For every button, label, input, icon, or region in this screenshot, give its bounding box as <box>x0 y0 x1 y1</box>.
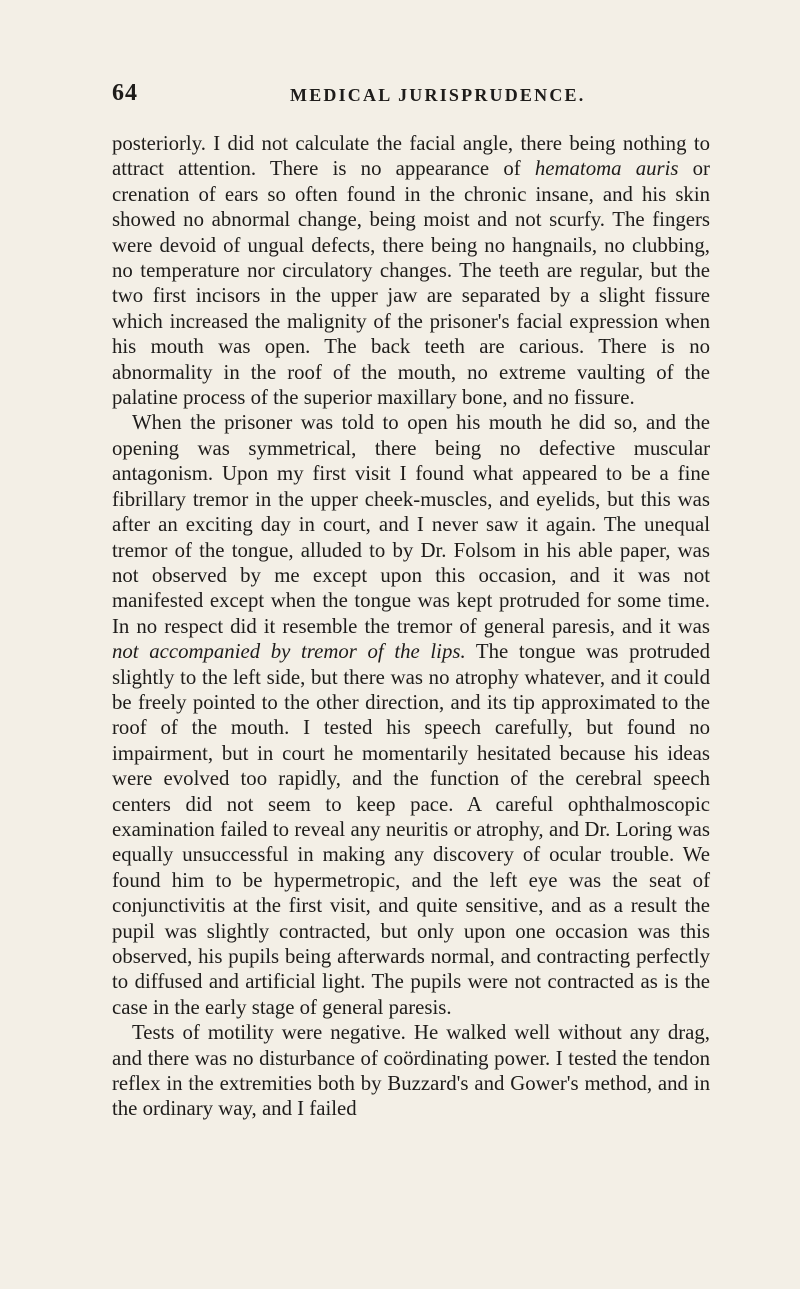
paragraph-1-text-cont: or crenation of ears so often found in the chronic insane, and his skin showed no abnormal change, being moist and not scurfy. The fingers were devoid of ungual defects, there being no hangnails, no clubbing, no temperature nor circulatory changes. The teeth are regular, but the two first incisors in the upper jaw are separated by a slight fissure which increased the malignity of the prisoner's facial expression when his mouth was open. The back teeth are carious. There is no abnormality in the roof of the mouth, no extreme vaulting of the palatine process of the superior maxillary bone, and no fissure. <box>112 157 710 410</box>
body-text <box>112 131 710 1122</box>
paragraph-3 <box>112 1020 710 1122</box>
paragraph-2 <box>112 410 710 1020</box>
running-head: MEDICAL JURISPRUDENCE. <box>290 85 586 105</box>
paragraph-1 <box>112 131 710 410</box>
paragraph-2-italic-phrase: not accompanied by tremor of the lips. <box>112 640 466 664</box>
paragraph-3-text: Tests of motility were negative. He walked well without any drag, and there was no disturbance of coördinating power. I tested the tendon reflex in the extremities both by Buzzard's and Gower's method, and in the ordinary way, and I failed <box>112 1021 710 1121</box>
page-header <box>112 80 712 112</box>
paragraph-2-text: When the prisoner was told to open his mouth he did so, and the opening was symmetrical, there being no defective muscular antagonism. Upon my first visit I found what appeared to be a fine fibrillary tremor in the upper cheek-muscles, and eyelids, but this was after an exciting day in court, and I never saw it again. The unequal tremor of the tongue, alluded to by Dr. Folsom in his able paper, was not observed by me except upon this occasion, and it was not manifested except when the tongue was kept protruded for some time. In no respect did it resemble the tremor of general paresis, and it was <box>112 411 710 638</box>
paragraph-1-italic-term: hematoma auris <box>534 157 679 181</box>
paragraph-2-text-cont: The tongue was protruded slightly to the left side, but there was no atrophy whatever, and it could be freely pointed to the other direction, and its tip approximated to the roof of the mouth. I tested his speech carefully, but found no impairment, but in court he momentarily hesitated because his ideas were evolved too rapidly, and the function of the cerebral speech centers did not seem to keep pace. A careful ophthalmoscopic examination failed to reveal any neuritis or atrophy, and Dr. Loring was equally unsuccessful in making any discovery of ocular trouble. We found him to be hypermetropic, and the left eye was the seat of conjunctivitis at the first visit, and quite sensitive, and as a result the pupil was slightly contracted, but only upon one occasion was this observed, his pupils being afterwards normal, and contracting perfectly to diffused and artificial light. The pupils were not contracted as is the case in the early stage of general paresis. <box>112 640 711 1019</box>
paragraph-1-text: posteriorly. I did not calculate the facial angle, there being nothing to attract attention. There is no appearance of <box>112 132 710 181</box>
page-number: 64 <box>112 80 138 106</box>
